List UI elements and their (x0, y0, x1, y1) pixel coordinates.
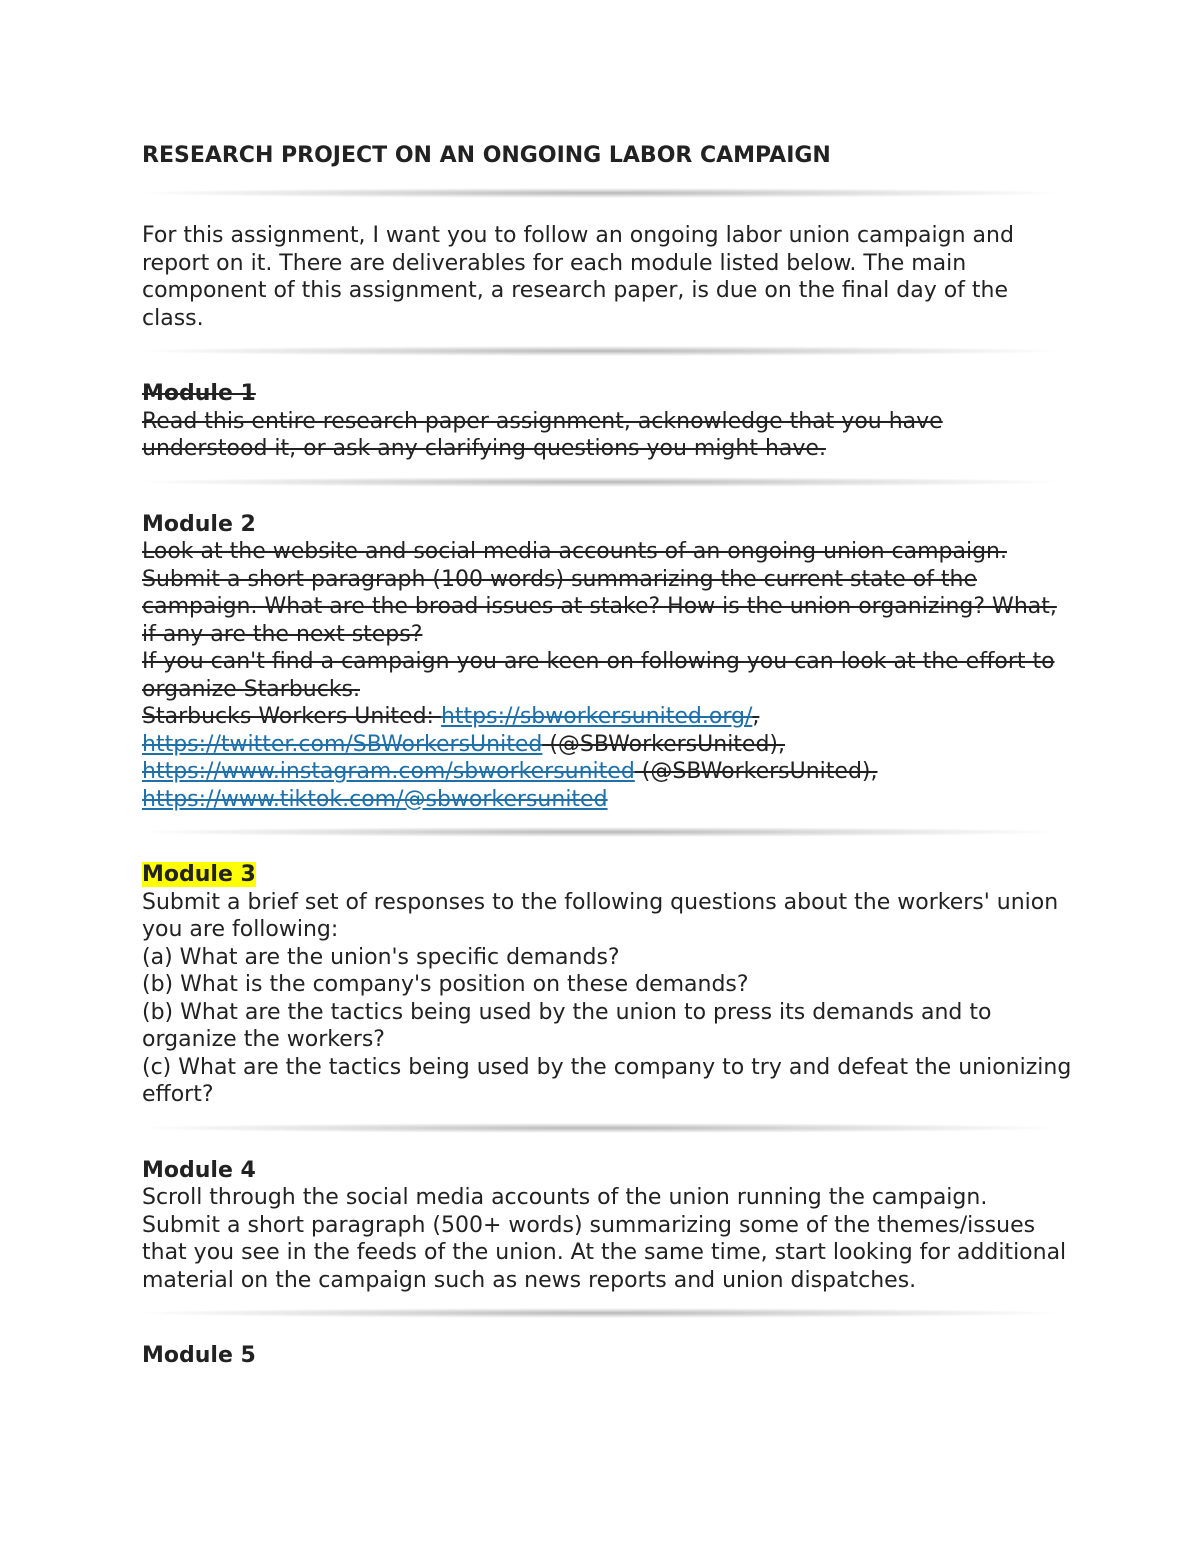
twitter-handle: (@SBWorkersUnited), (542, 731, 786, 757)
module-2-section (142, 511, 1072, 814)
module-3-heading: Module 3 (142, 862, 256, 887)
module-3-question-b1: (b) What is the company's position on these demands? (142, 972, 749, 997)
document-page (142, 138, 1072, 1370)
document-title: RESEARCH PROJECT ON AN ONGOING LABOR CAMPAIGN (142, 143, 831, 168)
section-divider (142, 1308, 1057, 1318)
module-2-body: Look at the website and social media accounts of an ongoing union campaign. Submit a short paragraph (100 words) summarizing the current state of the campaign. What are the broad issues at stake? How is the union organizing? What, if any are the next steps? (142, 539, 1057, 647)
module-1-body: Read this entire research paper assignment, acknowledge that you have understood it, or ask any clarifying questions you might have. (142, 408, 943, 461)
module-3-question-b2: (b) What are the tactics being used by the union to press its demands and to organize the workers? (142, 999, 992, 1052)
link-separator: , (752, 704, 760, 729)
twitter-link[interactable]: https://twitter.com/SBWorkersUnited (142, 731, 543, 757)
instagram-handle: (@SBWorkersUnited), (634, 759, 878, 784)
module-2-links (142, 703, 1072, 813)
module-1-section (142, 380, 1072, 463)
section-divider (142, 1123, 1057, 1133)
section-divider (142, 827, 1057, 837)
module-5-section (142, 1342, 1072, 1370)
module-2-body-starbucks: If you can't find a campaign you are keen on following you can look at the effort to organize Starbucks. (142, 649, 1055, 702)
tiktok-link[interactable]: https://www.tiktok.com/@sbworkersunited (142, 786, 608, 812)
module-4-section (142, 1157, 1072, 1295)
section-divider (142, 346, 1057, 356)
module-5-heading: Module 5 (142, 1343, 256, 1368)
module-3-body: Submit a brief set of responses to the following questions about the workers' union you are following: (142, 889, 1059, 942)
starbucks-label: Starbucks Workers United: (142, 704, 441, 729)
module-4-body: Scroll through the social media accounts of the union running the campaign. Submit a short paragraph (500+ words) summarizing some of the themes/issues that you see in the feeds of the union. At the same time, start looking for additional material on the campaign such as news reports and union dispatches. (142, 1185, 1067, 1293)
intro-paragraph: For this assignment, I want you to follow an ongoing labor union campaign and report on it. There are deliverables for each module listed below. The main component of this assignment, a research paper, is due on the final day of the class. (142, 223, 1014, 331)
module-3-question-c: (c) What are the tactics being used by the company to try and defeat the unionizing effort? (142, 1054, 1072, 1107)
module-2-heading: Module 2 (142, 511, 256, 537)
module-3-section (142, 861, 1072, 1109)
instagram-link[interactable]: https://www.instagram.com/sbworkersunited (142, 759, 635, 784)
section-divider (142, 477, 1057, 487)
module-1-heading: Module 1 (142, 381, 256, 406)
module-4-heading: Module 4 (142, 1157, 256, 1183)
module-3-question-a: (a) What are the union's specific demands? (142, 944, 620, 970)
section-divider (142, 188, 1057, 198)
sbworkersunited-website-link[interactable]: https://sbworkersunited.org/ (440, 704, 753, 729)
